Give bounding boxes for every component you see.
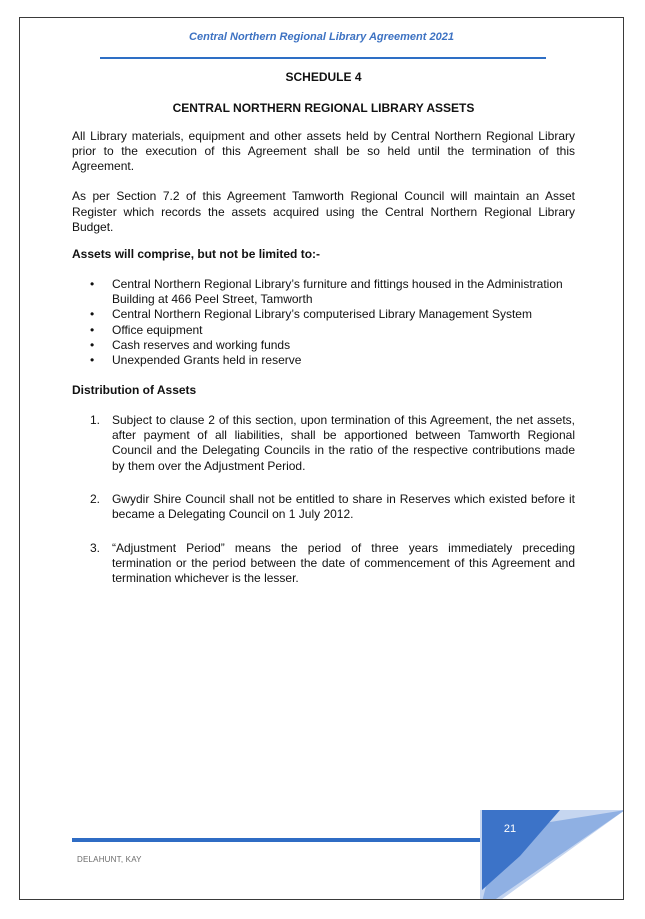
page-content [72,70,575,586]
distribution-list [72,413,575,587]
paragraph-asset-register: As per Section 7.2 of this Agreement Tamworth Regional Council will maintain an Asset Register which records the assets acquired using the Central Northern Regional Library Budget. [72,189,575,235]
bullet-icon: • [90,276,95,291]
assets-list [72,277,575,369]
item-number: 2. [90,491,101,506]
item-number: 3. [90,540,101,555]
header-rule [100,57,546,59]
list-item: 2. Gwydir Shire Council shall not be entitled to share in Reserves which existed before it became a Delegating Council on 1 July 2012. [90,491,575,522]
section-title: CENTRAL NORTHERN REGIONAL LIBRARY ASSETS [172,101,475,116]
bullet-icon: • [90,307,95,322]
page [19,17,624,900]
list-item: • Central Northern Regional Library’s furniture and fittings housed in the Administration Building at 466 Peel Street, Tamworth [90,276,563,306]
page-number: 21 [503,823,517,835]
distribution-heading: Distribution of Assets [72,383,197,398]
schedule-title: SCHEDULE 4 [285,70,362,84]
list-item: 1. Subject to clause 2 of this section, upon termination of this Agreement, the net assets, after payment of all liabilities, shall be apportioned between Tamworth Regional Council and the Delegating Councils in the ratio of the respective contributions made by them over the Adjustment Period. [90,412,575,473]
assets-heading: Assets will comprise, but not be limited to:- [72,247,321,262]
bullet-icon: • [90,337,95,352]
paragraph-library-materials: All Library materials, equipment and other assets held by Central Northern Regional Library prior to the execution of this Agreement shall be so held until the termination of this Agreement. [72,128,575,174]
footer-author: DELAHUNT, KAY [77,855,142,864]
document-header-title: Central Northern Regional Library Agreement 2021 [189,31,454,43]
bullet-icon: • [90,353,95,368]
list-item: 3. “Adjustment Period” means the period of three years immediately preceding termination or the period between the date of commencement of this Agreement and termination whichever is the lesser. [90,540,575,586]
item-number: 1. [90,412,101,427]
footer-bar [72,838,502,842]
bullet-icon: • [90,322,95,337]
list-item: • Office equipment [90,322,203,337]
list-item: • Cash reserves and working funds [90,337,291,352]
list-item: • Central Northern Regional Library’s computerised Library Management System [90,307,532,322]
list-item: • Unexpended Grants held in reserve [90,353,302,368]
